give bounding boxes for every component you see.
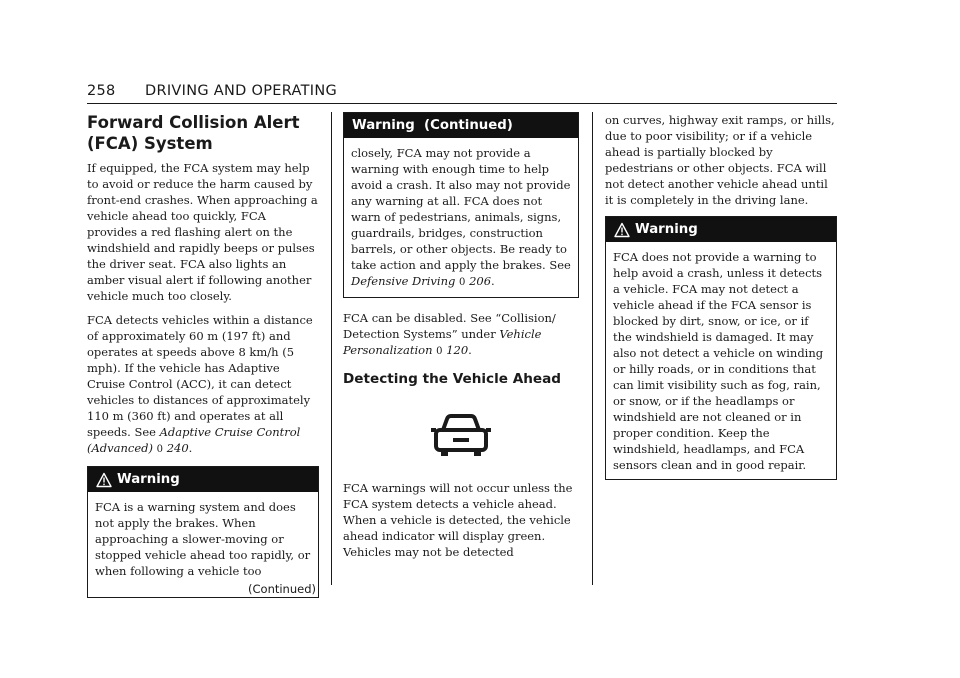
column-1 [87, 112, 319, 606]
column-divider-1 [331, 112, 332, 585]
vehicle-ahead-icon [429, 410, 493, 458]
defensive-driving-link[interactable]: Defensive Driving [351, 274, 456, 288]
heading-line-2: (FCA) System [87, 134, 213, 153]
acc-reference-link[interactable]: Adaptive Cruise Control (Advanced) [87, 425, 301, 455]
column-2 [343, 112, 579, 568]
intro-paragraph: If equipped, the FCA system may help to avoid or reduce the harm caused by front-end crashes. When approaching a vehicle ahead too quickly, FCA provides a red flashing alert on the windshield and rapidly beeps or pulses the driver seat. FCA also lights an amber visual alert if following another vehicle much too closely. [87, 161, 318, 303]
page-ref-arrow-icon: 0 [156, 444, 164, 455]
warning-triangle-icon [96, 472, 112, 488]
warning-box-1 [87, 466, 319, 598]
detection-range-paragraph [87, 312, 319, 458]
warning-title: Warning [117, 472, 180, 487]
detecting-vehicle-heading: Detecting the Vehicle Ahead [343, 371, 562, 387]
warning-triangle-icon [614, 222, 630, 238]
warning-box-continued [343, 112, 579, 298]
warning-header [606, 217, 836, 242]
vehicle-personalization-page[interactable]: 120 [446, 343, 469, 357]
warning-header [344, 113, 578, 138]
vehicle-personalization-link[interactable]: Vehicle Personalization [343, 327, 542, 357]
disable-paragraph [343, 310, 579, 360]
warning-header [88, 467, 318, 492]
disable-text: FCA can be disabled. See “Collision/ Detection Systems” under [343, 311, 556, 341]
warning-title: Warning (Continued) [352, 118, 513, 133]
section-title: DRIVING AND OPERATING [145, 83, 338, 99]
header-rule [87, 103, 837, 104]
warning-body-text: closely, FCA may not provide a warning with enough time to help avoid a crash. It also may not provide any warning at all. FCA does not warn of pedestrians, animals, signs, guardrails, bridges, construction barrels, or other objects. Be ready to take action and apply the brakes. See [351, 146, 571, 272]
page-ref-arrow-icon: 0 [436, 346, 443, 357]
detection-range-text: FCA detects vehicles within a distance of approximately 60 m (197 ft) and operates at speeds above 8 km/h (5 mph). If the vehicle has Adaptive Cruise Control (ACC), it can detect vehicles to distances of approximately 110 m (360 ft) and operates at all speeds. See [87, 313, 313, 439]
warning-body [344, 138, 578, 297]
page-ref-arrow-icon: 0 [459, 277, 466, 288]
warning-box-2 [605, 216, 837, 480]
warning-body: FCA does not provide a warning to help avoid a crash, unless it detects a vehicle. FCA may not detect a vehicle ahead if the FCA sensor is blocked by dirt, snow, or ice, or if the windshield is damaged. It may also not detect a vehicle on winding or hilly roads, or in conditions that can limit visibility such as fog, rain, or snow, or if the headlamps or windshield are not cleaned or in proper condition. Keep the windshield, headlamps, and FCA sensors clean and in good repair. [613, 250, 824, 472]
page-heading [87, 112, 319, 154]
page-number: 258 [87, 83, 116, 99]
detection-paragraph: FCA warnings will not occur unless the FCA system detects a vehicle ahead. When a vehicle is detected, the vehicle ahead indicator will display green. Vehicles may not be detected [343, 481, 573, 559]
defensive-driving-page[interactable]: 206 [469, 274, 492, 288]
column-3 [605, 112, 837, 488]
continued-label: (Continued) [248, 582, 316, 596]
vehicle-icon-container [343, 410, 579, 458]
limitations-paragraph: on curves, highway exit ramps, or hills, due to poor visibility; or if a vehicle ahead is partially blocked by pedestrians or other objects. FCA will not detect another vehicle ahead until it is completely in the driving lane. [605, 113, 835, 207]
warning-body: FCA is a warning system and does not apply the brakes. When approaching a slower-moving or stopped vehicle ahead too rapidly, or when following a vehicle too [95, 500, 311, 578]
heading-line-1: Forward Collision Alert [87, 113, 300, 132]
warning-title: Warning [635, 222, 698, 237]
period: . [468, 343, 472, 357]
column-divider-2 [592, 112, 593, 585]
period: . [491, 274, 495, 288]
acc-reference-page[interactable]: 240 [166, 441, 189, 455]
period: . [188, 441, 193, 455]
